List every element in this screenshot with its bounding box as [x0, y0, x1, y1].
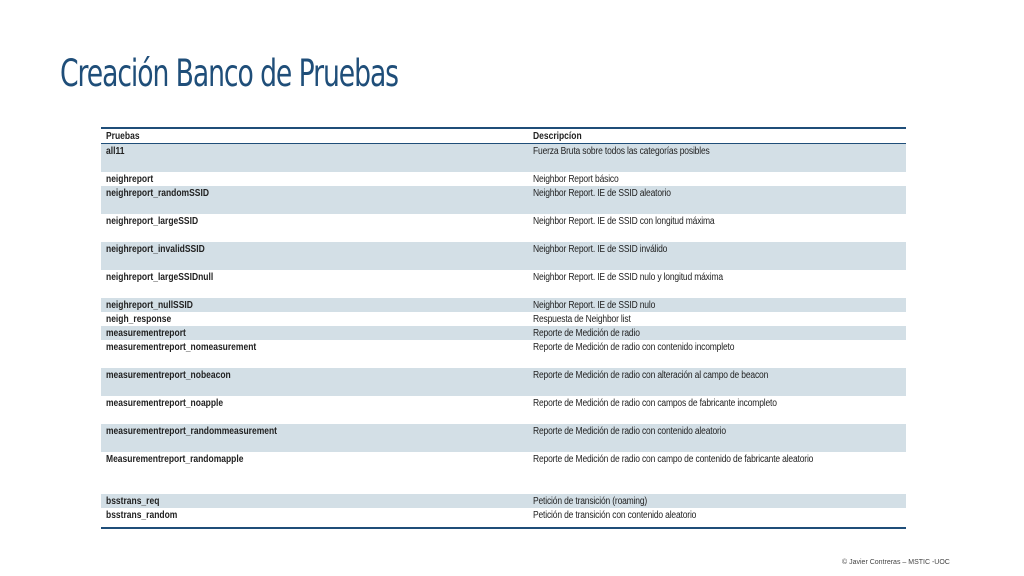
- column-header-description: Descripcíon: [528, 128, 906, 144]
- table-row: [101, 326, 906, 340]
- test-name-cell: neighreport: [106, 173, 154, 185]
- footer-credit: © Javier Contreras – MSTIC -UOC: [842, 559, 950, 566]
- table-row: [101, 270, 906, 298]
- test-name-cell: neighreport_largeSSIDnull: [106, 271, 214, 283]
- test-description-cell: Neighbor Report. IE de SSID con longitud máxima: [533, 215, 715, 227]
- table-row: [101, 312, 906, 326]
- test-description-cell: Reporte de Medición de radio con contenido aleatorio: [528, 424, 906, 452]
- test-name-cell: measurementreport_nobeacon: [101, 368, 528, 396]
- test-name-cell: all11: [101, 144, 528, 172]
- test-description-cell: Reporte de Medición de radio con campo de contenido de fabricante aleatorio: [533, 453, 814, 465]
- test-name-cell: bsstrans_req: [101, 494, 528, 508]
- table-row: [101, 186, 906, 214]
- test-description-cell: Reporte de Medición de radio con contenido incompleto: [533, 341, 735, 353]
- test-name-cell: measurementreport_noapple: [106, 397, 224, 409]
- test-description-cell: Neighbor Report. IE de SSID nulo y longitud máxima: [533, 271, 723, 283]
- test-name-cell: Measurementreport_randomapple: [106, 453, 244, 465]
- table-row: [101, 494, 906, 508]
- test-description-cell: Reporte de Medición de radio con campos de fabricante incompleto: [533, 397, 777, 409]
- table-row: [101, 214, 906, 242]
- table-row: [101, 396, 906, 424]
- test-description-cell: Neighbor Report. IE de SSID inválido: [528, 242, 906, 270]
- test-name-cell: neighreport_largeSSID: [106, 215, 199, 227]
- table-row: [101, 298, 906, 312]
- test-description-cell: Fuerza Bruta sobre todos las categorías posibles: [528, 144, 906, 172]
- test-description-cell: Reporte de Medición de radio con alteración al campo de beacon: [528, 368, 906, 396]
- test-name-cell: measurementreport_randommeasurement: [101, 424, 528, 452]
- tests-table: [101, 127, 906, 529]
- table-row: [101, 452, 906, 494]
- slide-title: Creación Banco de Pruebas: [60, 52, 398, 95]
- test-description-cell: Petición de transición con contenido aleatorio: [533, 509, 697, 521]
- test-description-cell: Petición de transición (roaming): [528, 494, 906, 508]
- test-name-cell: neighreport_invalidSSID: [101, 242, 528, 270]
- test-description-cell: Reporte de Medición de radio: [528, 326, 906, 340]
- test-description-cell: Neighbor Report básico: [533, 173, 619, 185]
- column-header-tests: Pruebas: [101, 128, 528, 144]
- table-row: [101, 424, 906, 452]
- table-row: [101, 144, 906, 172]
- test-name-cell: neighreport_nullSSID: [101, 298, 528, 312]
- table-row: [101, 242, 906, 270]
- test-name-cell: measurementreport_nomeasurement: [106, 341, 257, 353]
- test-name-cell: bsstrans_random: [106, 509, 178, 521]
- test-description-cell: Respuesta de Neighbor list: [533, 313, 631, 325]
- table-row: [101, 368, 906, 396]
- table-row: [101, 508, 906, 528]
- test-name-cell: neighreport_randomSSID: [101, 186, 528, 214]
- table-row: [101, 172, 906, 186]
- test-name-cell: measurementreport: [101, 326, 528, 340]
- table-header-row: [101, 128, 906, 144]
- test-description-cell: Neighbor Report. IE de SSID nulo: [528, 298, 906, 312]
- table-row: [101, 340, 906, 368]
- test-description-cell: Neighbor Report. IE de SSID aleatorio: [528, 186, 906, 214]
- test-name-cell: neigh_response: [106, 313, 172, 325]
